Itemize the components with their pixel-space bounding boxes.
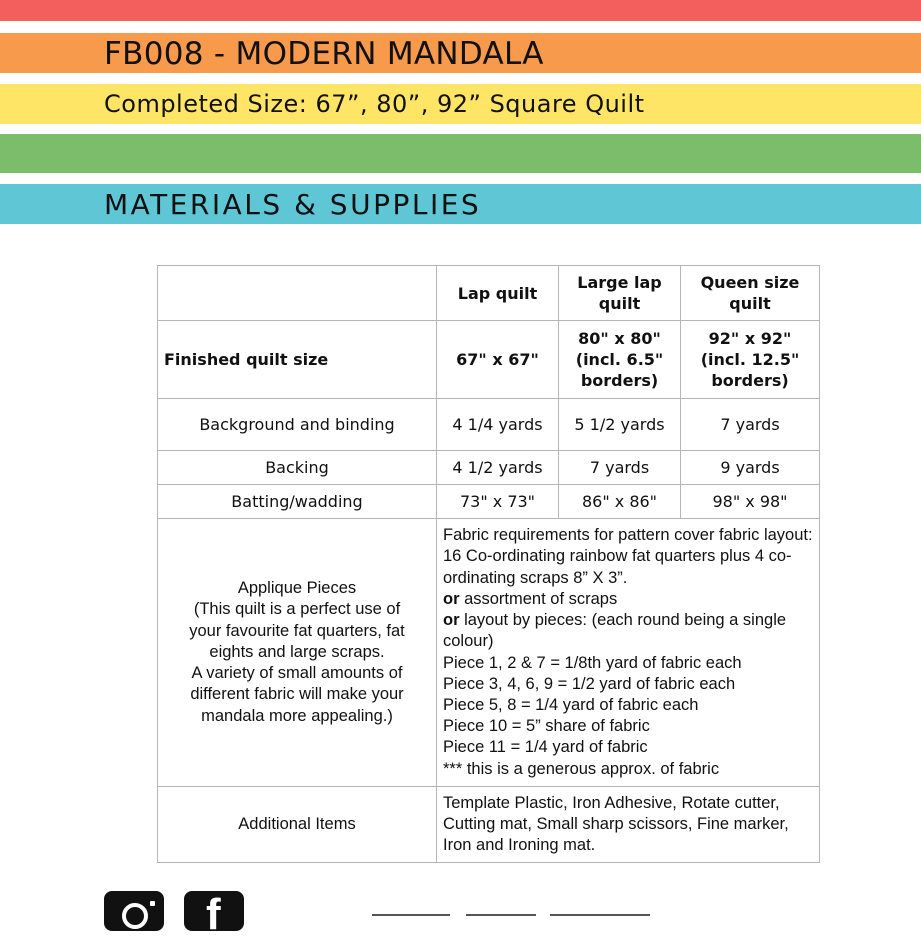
row-label-additional: Additional Items	[158, 787, 437, 863]
applique-line: Piece 5, 8 = 1/4 yard of fabric each	[443, 695, 699, 714]
additional-items-details	[437, 787, 820, 863]
table-header-row	[158, 266, 820, 321]
applique-line: Piece 10 = 5” share of fabric	[443, 717, 650, 736]
applique-line: colour)	[443, 632, 494, 651]
applique-label-line: (This quilt is a perfect use of	[193, 600, 401, 619]
table-cell: 4 1/4 yards	[437, 399, 559, 451]
instagram-lens	[122, 903, 148, 929]
cut-off-text-fragment	[550, 914, 650, 916]
table-cell: 98" x 98"	[681, 485, 820, 519]
applique-label-line: mandala more appealing.)	[201, 706, 393, 725]
table-cell: 7 yards	[681, 399, 820, 451]
table-cell: 80" x 80" (incl. 6.5" borders)	[559, 321, 681, 399]
or-keyword: or	[443, 611, 460, 630]
applique-line: Piece 3, 4, 6, 9 = 1/2 yard of fabric each	[443, 674, 736, 693]
applique-line: 16 Co-ordinating rainbow fat quarters plus 4 co-	[443, 547, 792, 566]
row-label-batting: Batting/wadding	[158, 485, 437, 519]
applique-line: Piece 11 = 1/4 yard of fabric	[443, 738, 648, 757]
additional-line: Iron and Ironing mat.	[443, 836, 596, 855]
table-cell: 9 yards	[681, 451, 820, 485]
or-keyword: or	[443, 589, 460, 608]
table-header-queen: Queen size quilt	[681, 266, 820, 321]
table-row	[158, 519, 820, 787]
applique-label-line: Applique Pieces	[237, 579, 357, 598]
additional-line: Template Plastic, Iron Adhesive, Rotate cutter,	[443, 793, 780, 812]
applique-label-line: A variety of small amounts of	[191, 664, 403, 683]
applique-line: *** this is a generous approx. of fabric	[443, 759, 720, 778]
table-row	[158, 787, 820, 863]
table-header-lap: Lap quilt	[437, 266, 559, 321]
instagram-icon[interactable]	[104, 891, 164, 931]
applique-line: ordinating scraps 8” X 3”.	[443, 568, 628, 587]
table-cell: 86" x 86"	[559, 485, 681, 519]
materials-table	[157, 265, 820, 863]
applique-line-text: layout by pieces: (each round being a single	[459, 611, 787, 630]
table-cell: 67" x 67"	[437, 321, 559, 399]
applique-label-line: eights and large scraps.	[209, 642, 385, 661]
table-cell: 5 1/2 yards	[559, 399, 681, 451]
pattern-title: FB008 - MODERN MANDALA	[104, 36, 544, 72]
applique-line: Fabric requirements for pattern cover fabric layout:	[443, 526, 813, 545]
facebook-icon[interactable]	[184, 890, 244, 939]
table-row	[158, 399, 820, 451]
applique-line: Piece 1, 2 & 7 = 1/8th yard of fabric each	[443, 653, 742, 672]
applique-label-line: different fabric will make your	[190, 685, 404, 704]
row-label-backing: Backing	[158, 451, 437, 485]
table-cell: 92" x 92" (incl. 12.5" borders)	[681, 321, 820, 399]
table-cell: 4 1/2 yards	[437, 451, 559, 485]
row-label-finished-size: Finished quilt size	[158, 321, 437, 399]
table-row	[158, 451, 820, 485]
row-label-applique	[158, 519, 437, 787]
section-heading: MATERIALS & SUPPLIES	[104, 188, 482, 221]
instagram-dot	[150, 901, 155, 906]
table-cell: 7 yards	[559, 451, 681, 485]
additional-line: Cutting mat, Small sharp scissors, Fine marker,	[443, 814, 789, 833]
cut-off-text-fragment	[466, 914, 536, 916]
color-band-green	[0, 134, 921, 173]
applique-line	[443, 610, 815, 631]
color-band-red	[0, 0, 921, 21]
applique-details	[437, 519, 820, 787]
table-cell: 73" x 73"	[437, 485, 559, 519]
completed-size-subtitle: Completed Size: 67”, 80”, 92” Square Quilt	[104, 90, 645, 118]
table-header-large-lap: Large lap quilt	[559, 266, 681, 321]
row-label-background: Background and binding	[158, 399, 437, 451]
facebook-glyph: f	[206, 890, 221, 939]
cut-off-text-fragment	[372, 914, 450, 916]
table-header-empty	[158, 266, 437, 321]
table-row	[158, 321, 820, 399]
applique-label-line: your favourite fat quarters, fat	[189, 621, 405, 640]
table-row	[158, 485, 820, 519]
applique-line-text: assortment of scraps	[459, 589, 618, 608]
applique-line	[443, 589, 815, 610]
